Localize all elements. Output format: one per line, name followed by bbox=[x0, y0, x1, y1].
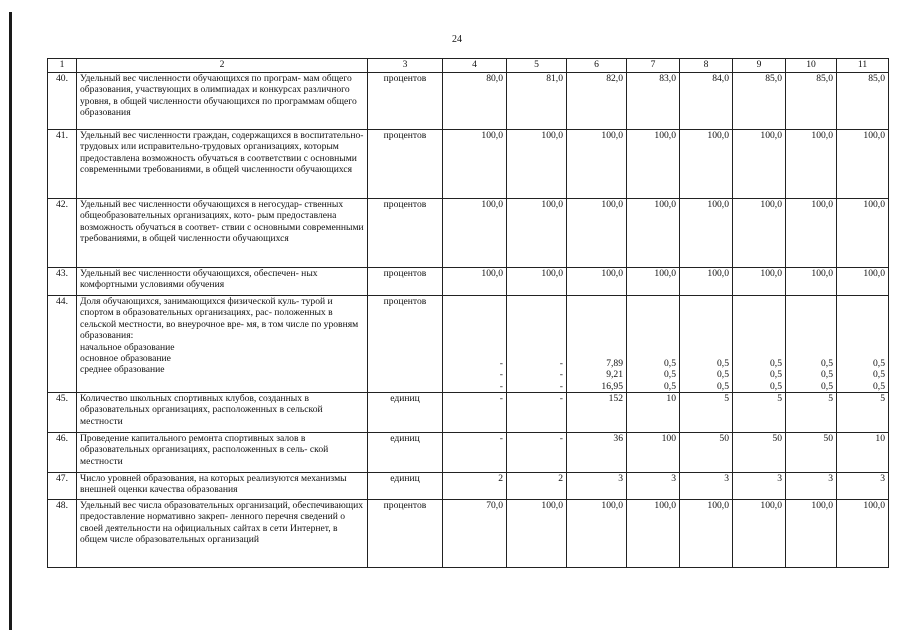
row-value: 3 bbox=[786, 473, 837, 500]
row-value: 85,0 bbox=[733, 73, 786, 130]
table-row bbox=[48, 73, 889, 130]
row-value bbox=[680, 296, 733, 393]
row-value: 100,0 bbox=[443, 130, 507, 199]
row-value: 100,0 bbox=[443, 268, 507, 296]
row-value: 84,0 bbox=[680, 73, 733, 130]
row-value: 3 bbox=[733, 473, 786, 500]
sub-row-value: 0,5 bbox=[873, 369, 885, 381]
row-value: 100,0 bbox=[680, 268, 733, 296]
row-value: 3 bbox=[627, 473, 680, 500]
row-description: Проведение капитального ремонта спортивных залов в образовательных организациях, расположенных в сель- ской местности bbox=[77, 433, 368, 473]
row-value: 100,0 bbox=[786, 130, 837, 199]
row-number: 41. bbox=[48, 130, 77, 199]
row-value: 5 bbox=[786, 393, 837, 433]
sub-row-value: 0,5 bbox=[664, 380, 676, 392]
row-value: 100,0 bbox=[733, 130, 786, 199]
row-number: 42. bbox=[48, 199, 77, 268]
row-number: 44. bbox=[48, 296, 77, 393]
table-row bbox=[48, 393, 889, 433]
sub-row-value: 0,5 bbox=[770, 380, 782, 392]
row-value: 100,0 bbox=[733, 268, 786, 296]
row-value: 36 bbox=[567, 433, 627, 473]
row-value: 100,0 bbox=[567, 500, 627, 568]
sub-row-value: 0,5 bbox=[717, 369, 729, 381]
column-header: 7 bbox=[627, 59, 680, 73]
sub-row-label: основное образование bbox=[80, 353, 171, 365]
row-description: Удельный вес численности обучающихся, обеспечен- ных комфортными условиями обучения bbox=[77, 268, 368, 296]
row-value bbox=[627, 296, 680, 393]
column-header: 4 bbox=[443, 59, 507, 73]
sub-row-value: - bbox=[499, 369, 503, 381]
sub-row-value: 0,5 bbox=[873, 380, 885, 392]
sub-row-value: 0,5 bbox=[873, 357, 885, 369]
page-edge-bar bbox=[9, 12, 12, 630]
row-value: - bbox=[507, 433, 567, 473]
row-value: 100,0 bbox=[507, 130, 567, 199]
row-value: 100,0 bbox=[837, 130, 889, 199]
row-value: 2 bbox=[443, 473, 507, 500]
sub-row-value: - bbox=[559, 369, 563, 381]
sub-row-value: 0,5 bbox=[821, 380, 833, 392]
row-value: 100,0 bbox=[627, 199, 680, 268]
sub-row-value: 9,21 bbox=[606, 369, 623, 381]
row-description bbox=[77, 296, 368, 393]
sub-row-value: 0,5 bbox=[717, 380, 729, 392]
row-unit: процентов bbox=[368, 73, 443, 130]
row-value: 3 bbox=[837, 473, 889, 500]
row-value: 100,0 bbox=[627, 130, 680, 199]
row-value bbox=[443, 296, 507, 393]
row-number: 46. bbox=[48, 433, 77, 473]
sub-row-label: среднее образование bbox=[80, 364, 165, 376]
row-value: 100,0 bbox=[733, 199, 786, 268]
column-header: 2 bbox=[77, 59, 368, 73]
page-number: 24 bbox=[452, 34, 462, 45]
row-value: 85,0 bbox=[786, 73, 837, 130]
row-description: Число уровней образования, на которых реализуются механизмы внешней оценки качества образования bbox=[77, 473, 368, 500]
table-row bbox=[48, 199, 889, 268]
row-value: 5 bbox=[733, 393, 786, 433]
column-header: 3 bbox=[368, 59, 443, 73]
sub-row-value: 0,5 bbox=[770, 369, 782, 381]
row-value: 100,0 bbox=[680, 500, 733, 568]
column-header: 11 bbox=[837, 59, 889, 73]
row-value: 100,0 bbox=[837, 199, 889, 268]
row-description: Удельный вес численности обучающихся по програм- мам общего образования, участвующих в олимпиадах и конкурсах различного уровня, в общей численности обучающихся по программам общего образования bbox=[77, 73, 368, 130]
row-value: - bbox=[443, 433, 507, 473]
table-row bbox=[48, 473, 889, 500]
row-value bbox=[733, 296, 786, 393]
row-value: 100 bbox=[627, 433, 680, 473]
column-header: 1 bbox=[48, 59, 77, 73]
table-row bbox=[48, 296, 889, 393]
sub-row-value: 0,5 bbox=[821, 369, 833, 381]
sub-row-value: 0,5 bbox=[664, 369, 676, 381]
column-header: 9 bbox=[733, 59, 786, 73]
row-description-text: Доля обучающихся, занимающихся физической куль- турой и спортом в образовательных организациях, рас- положенных в сельской местности, во внеурочное вре- мя, в том числе по уровням образования: bbox=[80, 296, 359, 342]
row-value: 10 bbox=[627, 393, 680, 433]
row-value bbox=[837, 296, 889, 393]
sub-row-value: 7,89 bbox=[606, 357, 623, 369]
row-unit: процентов bbox=[368, 268, 443, 296]
row-number: 48. bbox=[48, 500, 77, 568]
row-value: 100,0 bbox=[837, 268, 889, 296]
row-value: - bbox=[507, 393, 567, 433]
row-value: 5 bbox=[837, 393, 889, 433]
row-value: 3 bbox=[567, 473, 627, 500]
column-number-header-row bbox=[48, 59, 889, 73]
row-value bbox=[567, 296, 627, 393]
row-number: 45. bbox=[48, 393, 77, 433]
table-row bbox=[48, 500, 889, 568]
row-unit: единиц bbox=[368, 473, 443, 500]
row-value: 50 bbox=[786, 433, 837, 473]
row-value: 5 bbox=[680, 393, 733, 433]
row-value: 100,0 bbox=[680, 199, 733, 268]
row-value: 100,0 bbox=[507, 199, 567, 268]
row-number: 40. bbox=[48, 73, 77, 130]
row-value: 83,0 bbox=[627, 73, 680, 130]
row-value: 50 bbox=[733, 433, 786, 473]
row-value: 100,0 bbox=[786, 500, 837, 568]
row-value: 100,0 bbox=[627, 500, 680, 568]
row-value: 80,0 bbox=[443, 73, 507, 130]
row-value: 2 bbox=[507, 473, 567, 500]
table-row bbox=[48, 130, 889, 199]
row-value: 70,0 bbox=[443, 500, 507, 568]
row-value: 100,0 bbox=[567, 268, 627, 296]
row-value bbox=[507, 296, 567, 393]
row-value: 100,0 bbox=[786, 199, 837, 268]
row-value: 81,0 bbox=[507, 73, 567, 130]
sub-row-value: - bbox=[499, 357, 503, 369]
row-value bbox=[786, 296, 837, 393]
row-value: 100,0 bbox=[680, 130, 733, 199]
row-value: 100,0 bbox=[567, 130, 627, 199]
row-unit: процентов bbox=[368, 130, 443, 199]
table-row bbox=[48, 433, 889, 473]
row-value: 100,0 bbox=[733, 500, 786, 568]
column-header: 6 bbox=[567, 59, 627, 73]
row-unit: процентов bbox=[368, 296, 443, 393]
indicators-table bbox=[47, 58, 889, 568]
row-value: 100,0 bbox=[837, 500, 889, 568]
row-value: 100,0 bbox=[507, 500, 567, 568]
row-value: 100,0 bbox=[443, 199, 507, 268]
sub-row-value: 0,5 bbox=[664, 357, 676, 369]
row-value: 100,0 bbox=[627, 268, 680, 296]
table-row bbox=[48, 268, 889, 296]
row-number: 43. bbox=[48, 268, 77, 296]
sub-row-value: - bbox=[499, 380, 503, 392]
sub-row-label: начальное образование bbox=[80, 341, 175, 353]
row-value: 10 bbox=[837, 433, 889, 473]
sub-row-value: 0,5 bbox=[770, 357, 782, 369]
row-unit: единиц bbox=[368, 433, 443, 473]
row-value: 100,0 bbox=[507, 268, 567, 296]
row-unit: единиц bbox=[368, 393, 443, 433]
sub-row-value: 0,5 bbox=[821, 357, 833, 369]
row-value: 100,0 bbox=[567, 199, 627, 268]
row-value: 82,0 bbox=[567, 73, 627, 130]
sub-row-value: 16,95 bbox=[601, 380, 623, 392]
row-value: - bbox=[443, 393, 507, 433]
column-header: 8 bbox=[680, 59, 733, 73]
row-value: 100,0 bbox=[786, 268, 837, 296]
row-description: Удельный вес числа образовательных организаций, обеспечивающих предоставление нормативно закреп- ленного перечня сведений о своей деятельности на официальных сайтах в сети Интернет, в общем числе образовательных организаций bbox=[77, 500, 368, 568]
row-value: 152 bbox=[567, 393, 627, 433]
sub-row-value: - bbox=[559, 380, 563, 392]
row-value: 85,0 bbox=[837, 73, 889, 130]
row-unit: процентов bbox=[368, 199, 443, 268]
row-number: 47. bbox=[48, 473, 77, 500]
row-value: 3 bbox=[680, 473, 733, 500]
row-description: Удельный вес численности граждан, содержащихся в воспитательно-трудовых или исправительно-трудовых организациях, которым предоставлена возможность обучаться в соответствии с основными современными требованиями, в общей численности обучающихся bbox=[77, 130, 368, 199]
row-unit: процентов bbox=[368, 500, 443, 568]
row-description: Количество школьных спортивных клубов, созданных в образовательных организациях, расположенных в сельской местности bbox=[77, 393, 368, 433]
sub-row-value: 0,5 bbox=[717, 357, 729, 369]
row-description: Удельный вес численности обучающихся в негосудар- ственных общеобразовательных организациях, кото- рым предоставлена возможность обучаться в соответ- ствии с основными современными требованиями, в общей численности обучающихся bbox=[77, 199, 368, 268]
sub-row-value: - bbox=[559, 357, 563, 369]
column-header: 5 bbox=[507, 59, 567, 73]
column-header: 10 bbox=[786, 59, 837, 73]
row-value: 50 bbox=[680, 433, 733, 473]
